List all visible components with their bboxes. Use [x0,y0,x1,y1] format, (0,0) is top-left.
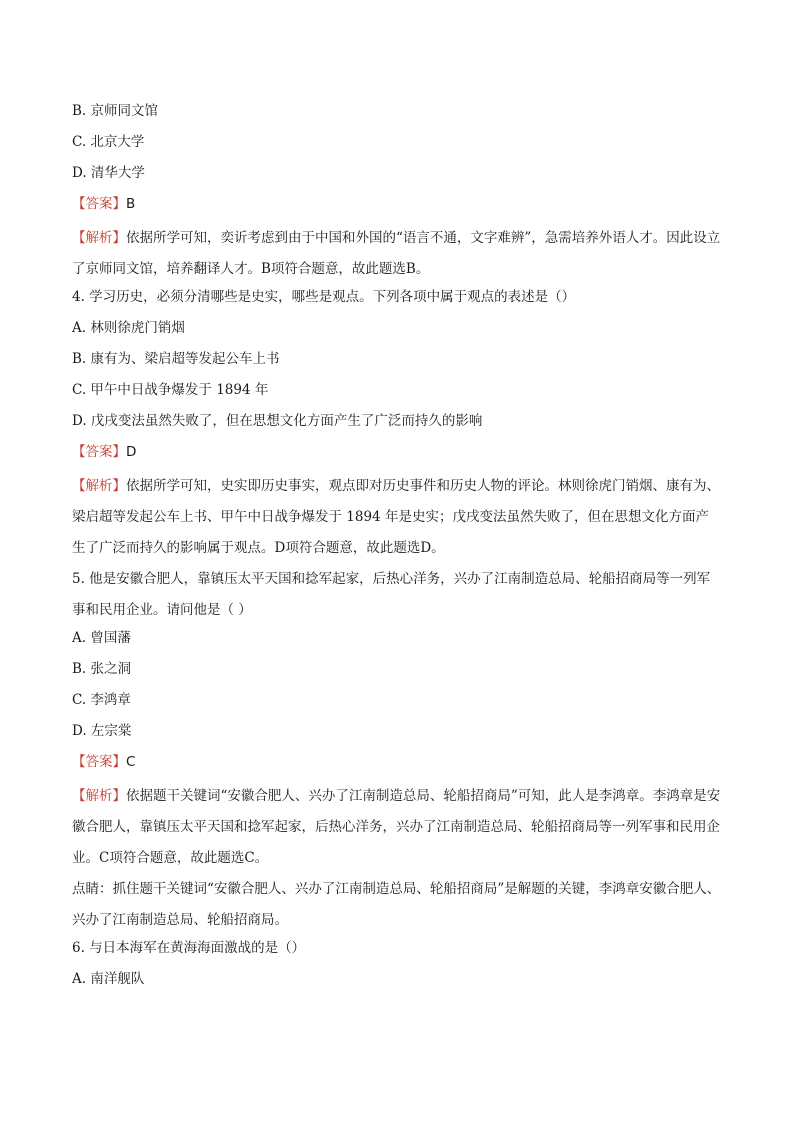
analysis-paragraph [72,471,722,564]
analysis-paragraph [72,223,722,285]
analysis-label: 【解析】 [72,478,126,494]
option-line: A. 南洋舰队 [72,971,145,987]
option-line: C. 李鸿章 [72,692,131,708]
answer-label: 【答案】 [72,444,126,460]
answer-value: D [126,444,137,460]
option-line: B. 张之洞 [72,661,132,677]
answer-value: B [126,196,136,212]
option-line: D. 戊戌变法虽然失败了，但在思想文化方面产生了广泛而持久的影响 [72,413,483,429]
option-line: C. 北京大学 [72,134,145,150]
answer-label: 【答案】 [72,196,126,212]
question-stem: 6. 与日本海军在黄海海面激战的是（） [72,940,306,956]
document-content [72,99,722,998]
analysis-label: 【解析】 [72,230,126,246]
option-line: D. 清华大学 [72,165,145,181]
analysis-text: 依据题干关键词“安徽合肥人、兴办了江南制造总局、轮船招商局”可知，此人是李鸿章。李鸿章是安徽合肥人，靠镇压太平天国和捻军起家，后热心洋务，兴办了江南制造总局、轮船招商局等一列军事和民用企业。C项符合题意，故此题选C。 [72,788,721,866]
analysis-text: 依据所学可知，史实即历史事实，观点即对历史事件和历史人物的评论。林则徐虎门销烟、康有为、梁启超等发起公车上书、甲午中日战争爆发于 1894 年是史实；戊戌变法虽然失败了，但在思想文化方面产生了广泛而持久的影响属于观点。D项符合题意，故此题选D。 [72,478,720,556]
option-line: A. 林则徐虎门销烟 [72,320,185,336]
analysis-label: 【解析】 [72,788,126,804]
question-stem: 5. 他是安徽合肥人，靠镇压太平天国和捻军起家，后热心洋务，兴办了江南制造总局、轮船招商局等一列军事和民用企业。请问他是（ ） [72,571,711,618]
question-stem: 4. 学习历史，必须分清哪些是史实，哪些是观点。下列各项中属于观点的表述是（） [72,289,576,305]
analysis-paragraph [72,781,722,874]
option-line: A. 曾国藩 [72,630,131,646]
option-line: B. 康有为、梁启超等发起公车上书 [72,351,280,367]
option-line: C. 甲午中日战争爆发于 1894 年 [72,382,269,398]
note-paragraph: 点睛：抓住题干关键词“安徽合肥人、兴办了江南制造总局、轮船招商局”是解题的关键，李鸿章安徽合肥人、兴办了江南制造总局、轮船招商局。 [72,881,721,928]
answer-line [72,750,722,774]
analysis-text: 依据所学可知，奕䜣考虑到由于中国和外国的“语言不通，文字难辨”，急需培养外语人才。因此设立了京师同文馆，培养翻译人才。B项符合题意，故此题选B。 [72,230,721,277]
answer-value: C [126,754,136,770]
answer-label: 【答案】 [72,754,126,770]
option-line: B. 京师同文馆 [72,103,159,119]
option-line: D. 左宗棠 [72,723,132,739]
answer-line [72,192,722,216]
answer-line [72,440,722,464]
